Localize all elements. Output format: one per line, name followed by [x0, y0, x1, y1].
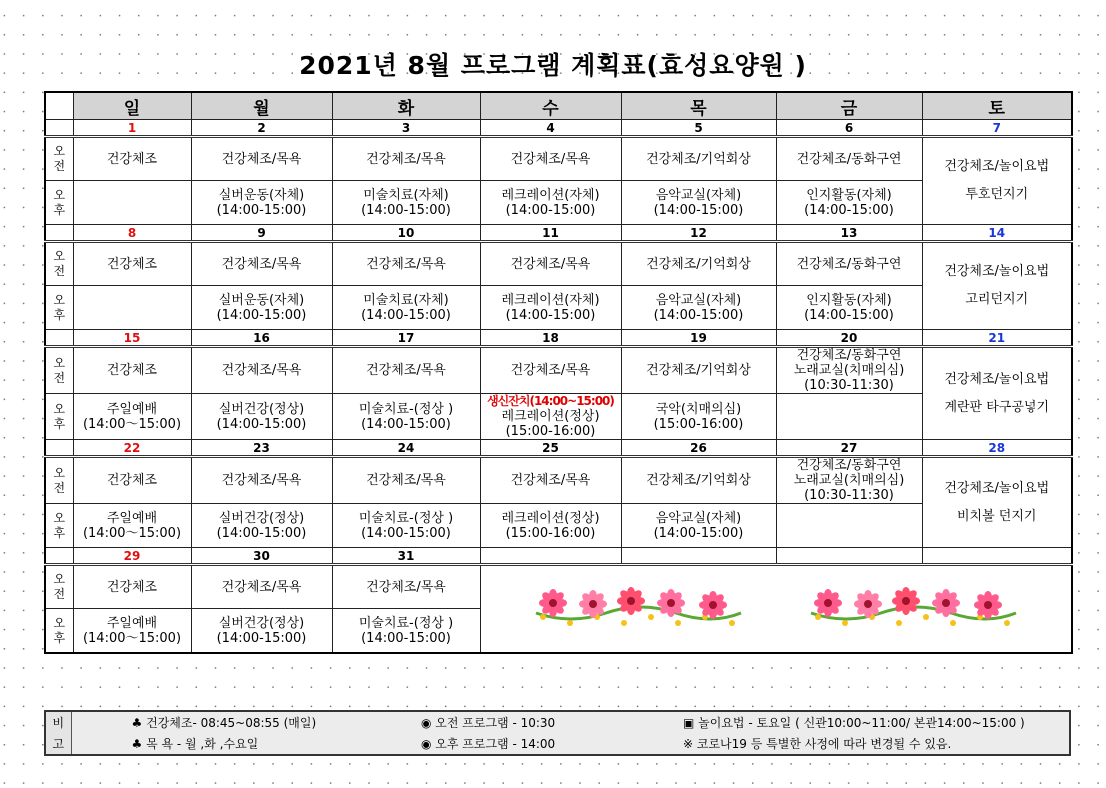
legend-notice: ※ 코로나19 등 특별한 사정에 따라 변경될 수 있음. — [683, 737, 952, 751]
am-row — [45, 457, 1072, 504]
pm-program-text: 인지활동(자체) (14:00-15:00) — [804, 292, 894, 323]
date-number: 9 — [191, 225, 332, 242]
am-program-cell: 건강체조/동화구연 — [776, 242, 922, 286]
am-program-cell: 건강체조 — [73, 242, 191, 286]
am-program-cell: 건강체조/기억회상 — [621, 242, 776, 286]
pm-program-cell — [73, 609, 191, 654]
pm-program-cell — [73, 394, 191, 440]
saturday-program-cell: 건강체조/놀이요법 투호던지기 — [922, 137, 1072, 225]
am-program-cell: 건강체조/목욕 — [480, 347, 621, 394]
legend-exercise: ♣ 건강체조- 08:45~08:55 (매일) — [131, 716, 317, 730]
am-program-cell: 건강체조/기억회상 — [621, 137, 776, 181]
date-number: 29 — [73, 548, 191, 565]
date-number: 5 — [621, 120, 776, 137]
date-number: 30 — [191, 548, 332, 565]
date-corner-cell — [45, 440, 73, 457]
pm-program-cell — [621, 504, 776, 548]
date-number: 25 — [480, 440, 621, 457]
date-number: 6 — [776, 120, 922, 137]
pm-program-cell — [776, 286, 922, 330]
am-row — [45, 242, 1072, 286]
date-number: 19 — [621, 330, 776, 347]
legend-label-top: 비 — [45, 711, 71, 733]
pm-program-text: 레크레이션(정상) (15:00-16:00) — [501, 409, 600, 439]
weekday-header-row — [45, 92, 1072, 120]
pm-label: 오 후 — [45, 504, 73, 548]
pm-program-cell — [332, 394, 480, 440]
flower-decoration-cell — [480, 565, 1072, 654]
date-number: 8 — [73, 225, 191, 242]
date-number: 20 — [776, 330, 922, 347]
birthday-party-note: 생신잔치(14:00~15:00) — [487, 394, 614, 408]
am-program-cell: 건강체조/목욕 — [332, 457, 480, 504]
legend-label-bottom: 고 — [45, 733, 71, 755]
weekday-sat: 토 — [922, 92, 1072, 120]
am-program-cell: 건강체조/목욕 — [480, 137, 621, 181]
pm-label: 오 후 — [45, 286, 73, 330]
date-number — [922, 548, 1072, 565]
date-number: 1 — [73, 120, 191, 137]
pm-program-cell — [621, 394, 776, 440]
legend-box — [44, 710, 1071, 756]
date-number: 16 — [191, 330, 332, 347]
pm-program-text: 실버건강(정상) (14:00-15:00) — [216, 401, 307, 432]
date-number: 21 — [922, 330, 1072, 347]
date-corner-cell — [45, 225, 73, 242]
am-program-cell: 건강체조 — [73, 457, 191, 504]
date-row — [45, 225, 1072, 242]
date-row — [45, 120, 1072, 137]
legend-bath: ♣ 목 욕 - 월 ,화 ,수요일 — [131, 737, 259, 751]
page-title: 2021년 8월 프로그램 계획표(효성요양원 ) — [299, 51, 807, 80]
pm-program-text: 실버건강(정상) (14:00-15:00) — [216, 510, 307, 541]
pm-program-cell — [191, 504, 332, 548]
am-program-cell: 건강체조/동화구연 노래교실(치매의심) (10:30-11:30) — [776, 457, 922, 504]
am-row — [45, 137, 1072, 181]
pm-program-cell — [332, 286, 480, 330]
pm-program-cell — [73, 504, 191, 548]
am-label: 오 전 — [45, 347, 73, 394]
pm-program-text: 국악(치매의심) (15:00-16:00) — [653, 401, 744, 432]
weekday-wed: 수 — [480, 92, 621, 120]
pm-program-cell — [776, 181, 922, 225]
pm-program-text: 인지활동(자체) (14:00-15:00) — [804, 187, 894, 218]
am-program-cell: 건강체조 — [73, 347, 191, 394]
pm-program-text: 주일예배 (14:00～15:00) — [82, 615, 182, 646]
pm-label: 오 후 — [45, 609, 73, 654]
date-corner-cell — [45, 330, 73, 347]
date-number: 18 — [480, 330, 621, 347]
date-number: 3 — [332, 120, 480, 137]
am-program-cell: 건강체조 — [73, 137, 191, 181]
pm-program-cell — [480, 394, 621, 440]
date-row — [45, 440, 1072, 457]
pm-label: 오 후 — [45, 181, 73, 225]
pm-program-text: 미술치료-(정상 ) (14:00-15:00) — [358, 401, 454, 432]
date-number: 23 — [191, 440, 332, 457]
pm-program-cell — [776, 394, 922, 440]
saturday-program-cell: 건강체조/놀이요법 비치볼 던지기 — [922, 457, 1072, 548]
pm-row — [45, 504, 1072, 548]
date-number: 26 — [621, 440, 776, 457]
am-label: 오 전 — [45, 137, 73, 181]
pm-program-text: 미술치료(자체) (14:00-15:00) — [361, 187, 451, 218]
weekday-tue: 화 — [332, 92, 480, 120]
am-program-cell: 건강체조/목욕 — [332, 347, 480, 394]
pm-program-text: 음악교실(자체) (14:00-15:00) — [653, 510, 744, 541]
am-label: 오 전 — [45, 242, 73, 286]
pm-program-cell — [621, 286, 776, 330]
flower-garland-icon — [806, 583, 1021, 631]
am-program-cell: 건강체조/기억회상 — [621, 457, 776, 504]
date-corner-cell — [45, 548, 73, 565]
pm-program-text: 주일예배 (14:00～15:00) — [82, 401, 182, 432]
weekday-sun: 일 — [73, 92, 191, 120]
corner-cell — [45, 92, 73, 120]
date-number: 15 — [73, 330, 191, 347]
pm-program-cell — [332, 181, 480, 225]
flower-garland-icon — [531, 583, 746, 631]
date-number: 11 — [480, 225, 621, 242]
weekday-fri: 금 — [776, 92, 922, 120]
pm-program-text: 주일예배 (14:00～15:00) — [82, 510, 182, 541]
pm-program-cell — [480, 181, 621, 225]
pm-program-text: 레크레이션(자체) (14:00-15:00) — [501, 187, 600, 218]
pm-program-cell — [191, 394, 332, 440]
pm-program-cell — [480, 504, 621, 548]
am-program-cell: 건강체조/목욕 — [332, 242, 480, 286]
legend-am-program: ◉ 오전 프로그램 - 10:30 — [421, 716, 556, 730]
date-row — [45, 330, 1072, 347]
legend-play-therapy: ▣ 놀이요법 - 토요일 ( 신관10:00~11:00/ 본관14:00~15:00 ) — [683, 716, 1025, 730]
weekday-thu: 목 — [621, 92, 776, 120]
am-program-cell: 건강체조/목욕 — [191, 457, 332, 504]
pm-program-cell — [73, 286, 191, 330]
date-corner-cell — [45, 120, 73, 137]
am-label: 오 전 — [45, 565, 73, 609]
pm-row — [45, 181, 1072, 225]
am-program-cell: 건강체조/목욕 — [480, 457, 621, 504]
pm-row — [45, 286, 1072, 330]
pm-program-cell — [480, 286, 621, 330]
saturday-program-cell: 건강체조/놀이요법 고리던지기 — [922, 242, 1072, 330]
saturday-program-cell: 건강체조/놀이요법 계란판 타구공넣기 — [922, 347, 1072, 440]
am-program-cell: 건강체조 — [73, 565, 191, 609]
pm-program-text: 레크레이션(정상) (15:00-16:00) — [501, 510, 600, 541]
am-program-cell: 건강체조/목욕 — [191, 347, 332, 394]
pm-program-text: 레크레이션(자체) (14:00-15:00) — [501, 292, 600, 323]
date-number: 31 — [332, 548, 480, 565]
date-number: 13 — [776, 225, 922, 242]
am-program-cell: 건강체조/목욕 — [332, 137, 480, 181]
date-row — [45, 548, 1072, 565]
pm-program-cell — [621, 181, 776, 225]
pm-program-cell — [332, 504, 480, 548]
pm-program-text: 미술치료-(정상 ) (14:00-15:00) — [358, 510, 454, 541]
am-program-cell: 건강체조/기억회상 — [621, 347, 776, 394]
pm-label: 오 후 — [45, 394, 73, 440]
pm-program-cell — [776, 504, 922, 548]
program-calendar — [44, 91, 1073, 654]
flower-garland-left — [531, 583, 746, 635]
date-number: 2 — [191, 120, 332, 137]
pm-program-text: 실버운동(자체) (14:00-15:00) — [216, 292, 307, 323]
am-program-cell: 건강체조/목욕 — [191, 565, 332, 609]
pm-program-cell — [191, 286, 332, 330]
am-program-cell: 건강체조/목욕 — [191, 242, 332, 286]
pm-program-text: 실버운동(자체) (14:00-15:00) — [216, 187, 307, 218]
flower-garland-right — [806, 583, 1021, 635]
pm-program-cell — [191, 609, 332, 654]
date-number: 17 — [332, 330, 480, 347]
pm-program-text: 미술치료(자체) (14:00-15:00) — [361, 292, 451, 323]
date-number — [621, 548, 776, 565]
pm-program-text: 미술치료-(정상 ) (14:00-15:00) — [358, 615, 454, 646]
date-number: 14 — [922, 225, 1072, 242]
legend-pm-program: ◉ 오후 프로그램 - 14:00 — [421, 737, 556, 751]
date-number: 22 — [73, 440, 191, 457]
am-row — [45, 565, 1072, 609]
date-number — [480, 548, 621, 565]
pm-program-text: 실버건강(정상) (14:00-15:00) — [216, 615, 307, 646]
pm-row — [45, 394, 1072, 440]
pm-program-text: 음악교실(자체) (14:00-15:00) — [653, 292, 744, 323]
am-program-cell: 건강체조/동화구연 — [776, 137, 922, 181]
date-number: 10 — [332, 225, 480, 242]
date-number: 12 — [621, 225, 776, 242]
pm-program-cell — [73, 181, 191, 225]
pm-program-cell — [332, 609, 480, 654]
am-row — [45, 347, 1072, 394]
am-program-cell: 건강체조/목욕 — [480, 242, 621, 286]
date-number: 27 — [776, 440, 922, 457]
pm-program-text: 음악교실(자체) (14:00-15:00) — [653, 187, 744, 218]
date-number: 24 — [332, 440, 480, 457]
weekday-mon: 월 — [191, 92, 332, 120]
date-number: 28 — [922, 440, 1072, 457]
am-label: 오 전 — [45, 457, 73, 504]
date-number: 7 — [922, 120, 1072, 137]
am-program-cell: 건강체조/목욕 — [191, 137, 332, 181]
date-number — [776, 548, 922, 565]
pm-program-cell — [191, 181, 332, 225]
am-program-cell: 건강체조/동화구연 노래교실(치매의심) (10:30-11:30) — [776, 347, 922, 394]
am-program-cell: 건강체조/목욕 — [332, 565, 480, 609]
date-number: 4 — [480, 120, 621, 137]
